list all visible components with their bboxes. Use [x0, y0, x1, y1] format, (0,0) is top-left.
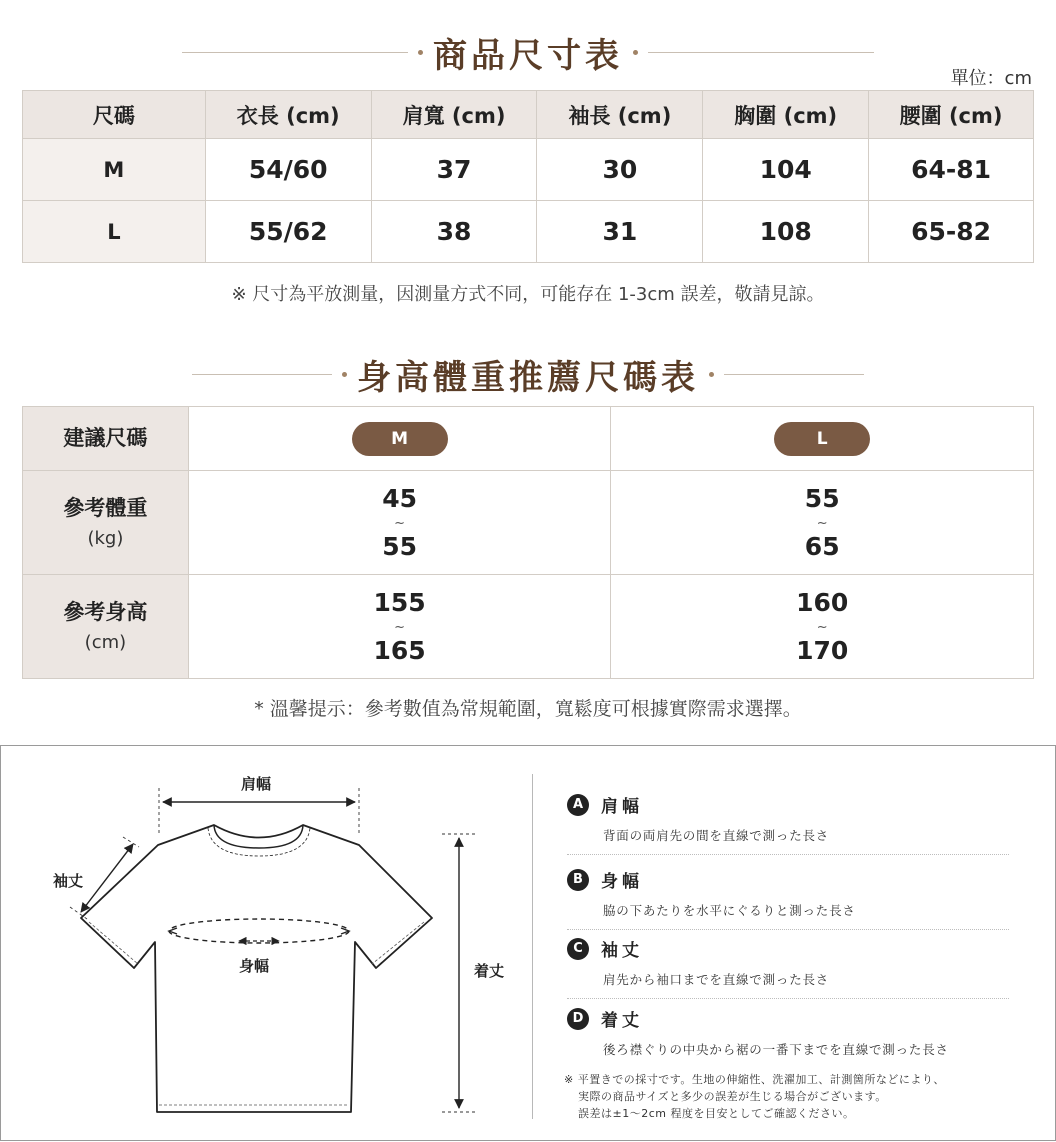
size-cell [188, 407, 611, 471]
unit-label: 單位：cm [950, 68, 1032, 89]
value-cell: 104 [703, 139, 869, 201]
shoulder-label: 肩幅 [241, 775, 272, 793]
table-row [23, 575, 1034, 679]
recommend-title-row [0, 350, 1056, 399]
range-to: 65 [804, 532, 840, 561]
value-cell: 31 [537, 201, 703, 263]
range-separator: ~ [394, 620, 406, 635]
legend-item-body [567, 867, 1009, 930]
title-dot-left [342, 372, 347, 377]
legend-item-sleeve [567, 936, 1009, 999]
weight-header [23, 471, 189, 575]
legend-name: 身幅 [601, 872, 643, 892]
recommend-size-label: 建議尺碼 [23, 407, 189, 471]
length-label: 着丈 [474, 962, 505, 980]
legend-desc: 後ろ襟ぐりの中央から裾の一番下までを直線で測った長さ [603, 1042, 949, 1057]
legend-desc: 肩先から袖口までを直線で測った長さ [603, 972, 830, 987]
title-line-right [648, 52, 874, 53]
height-cell-m [188, 575, 611, 679]
size-chart-title-row [0, 28, 1056, 77]
legend-name: 袖丈 [601, 941, 643, 961]
badge-a: A [567, 794, 589, 816]
size-chart-note: ※ 尺寸為平放測量，因測量方式不同，可能存在 1-3cm 誤差，敬請見諒。 [231, 284, 825, 305]
range-from: 155 [373, 588, 426, 617]
range-to: 165 [373, 636, 426, 665]
body-width-label: 身幅 [239, 957, 270, 975]
header-chest: 胸圍 (cm) [703, 91, 869, 139]
size-cell [611, 407, 1034, 471]
legend-desc: 背面の両肩先の間を直線で測った長さ [603, 828, 830, 843]
badge-c: C [567, 938, 589, 960]
legend-divider [567, 854, 1009, 855]
title-dot-right [633, 50, 638, 55]
title-line-left [192, 374, 332, 375]
height-label: 參考身高 [63, 600, 148, 625]
note-line: ※ 平置きでの採寸です。生地の伸縮性、洗濯加工、計測箇所などにより、 [564, 1073, 945, 1086]
range-from: 45 [382, 484, 418, 513]
weight-cell-m [188, 471, 611, 575]
range-separator: ~ [816, 516, 828, 531]
range-from: 55 [804, 484, 840, 513]
title-line-right [724, 374, 864, 375]
size-cell: M [23, 139, 206, 201]
header-size: 尺碼 [23, 91, 206, 139]
recommend-chart-title: 身高體重推薦尺碼表 [357, 358, 699, 398]
table-row [23, 139, 1034, 201]
size-badge-l: L [774, 422, 870, 456]
diagram-divider [532, 774, 533, 1119]
legend-name: 着丈 [601, 1011, 643, 1031]
range-separator: ~ [816, 620, 828, 635]
legend-desc: 脇の下あたりを水平にぐるりと測った長さ [603, 903, 856, 918]
value-cell: 108 [703, 201, 869, 263]
size-badge-m: M [352, 422, 448, 456]
range-separator: ~ [394, 516, 406, 531]
header-shoulder: 肩寬 (cm) [371, 91, 537, 139]
legend-name: 肩幅 [601, 797, 643, 817]
weight-label: 參考體重 [63, 496, 148, 521]
title-dot-left [418, 50, 423, 55]
value-cell: 54/60 [205, 139, 371, 201]
value-cell: 30 [537, 139, 703, 201]
height-unit: (cm) [84, 631, 127, 653]
height-cell-l [611, 575, 1034, 679]
measurement-note [564, 1071, 945, 1122]
measurement-diagram [0, 745, 1056, 1141]
range-to: 55 [382, 532, 418, 561]
recommend-note: * 溫馨提示：參考數值為常規範圍，寬鬆度可根據實際需求選擇。 [254, 698, 802, 720]
value-cell: 65-82 [869, 201, 1034, 263]
size-cell: L [23, 201, 206, 263]
title-dot-right [709, 372, 714, 377]
table-row [23, 471, 1034, 575]
height-header [23, 575, 189, 679]
badge-b: B [567, 869, 589, 891]
badge-d: D [567, 1008, 589, 1030]
value-cell: 55/62 [205, 201, 371, 263]
legend-divider [567, 929, 1009, 930]
value-cell: 37 [371, 139, 537, 201]
legend-divider [567, 998, 1009, 999]
header-length: 衣長 (cm) [205, 91, 371, 139]
weight-cell-l [611, 471, 1034, 575]
size-chart-title: 商品尺寸表 [433, 36, 623, 76]
header-waist: 腰圍 (cm) [869, 91, 1034, 139]
weight-unit: (kg) [87, 527, 124, 549]
recommend-table [22, 406, 1034, 679]
range-from: 160 [796, 588, 849, 617]
header-sleeve: 袖長 (cm) [537, 91, 703, 139]
note-line: 誤差は±1～2cm 程度を目安としてご確認ください。 [578, 1107, 855, 1121]
title-line-left [182, 52, 408, 53]
size-table [22, 90, 1034, 263]
table-row [23, 407, 1034, 471]
legend-item-shoulder [567, 792, 1009, 855]
table-row [23, 201, 1034, 263]
value-cell: 64-81 [869, 139, 1034, 201]
value-cell: 38 [371, 201, 537, 263]
legend-item-length [567, 1006, 1009, 1058]
sleeve-label: 袖丈 [53, 872, 84, 890]
range-to: 170 [796, 636, 849, 665]
note-line: 実際の商品サイズと多少の誤差が生じる場合がございます。 [578, 1090, 887, 1104]
size-table-header [23, 91, 1034, 139]
